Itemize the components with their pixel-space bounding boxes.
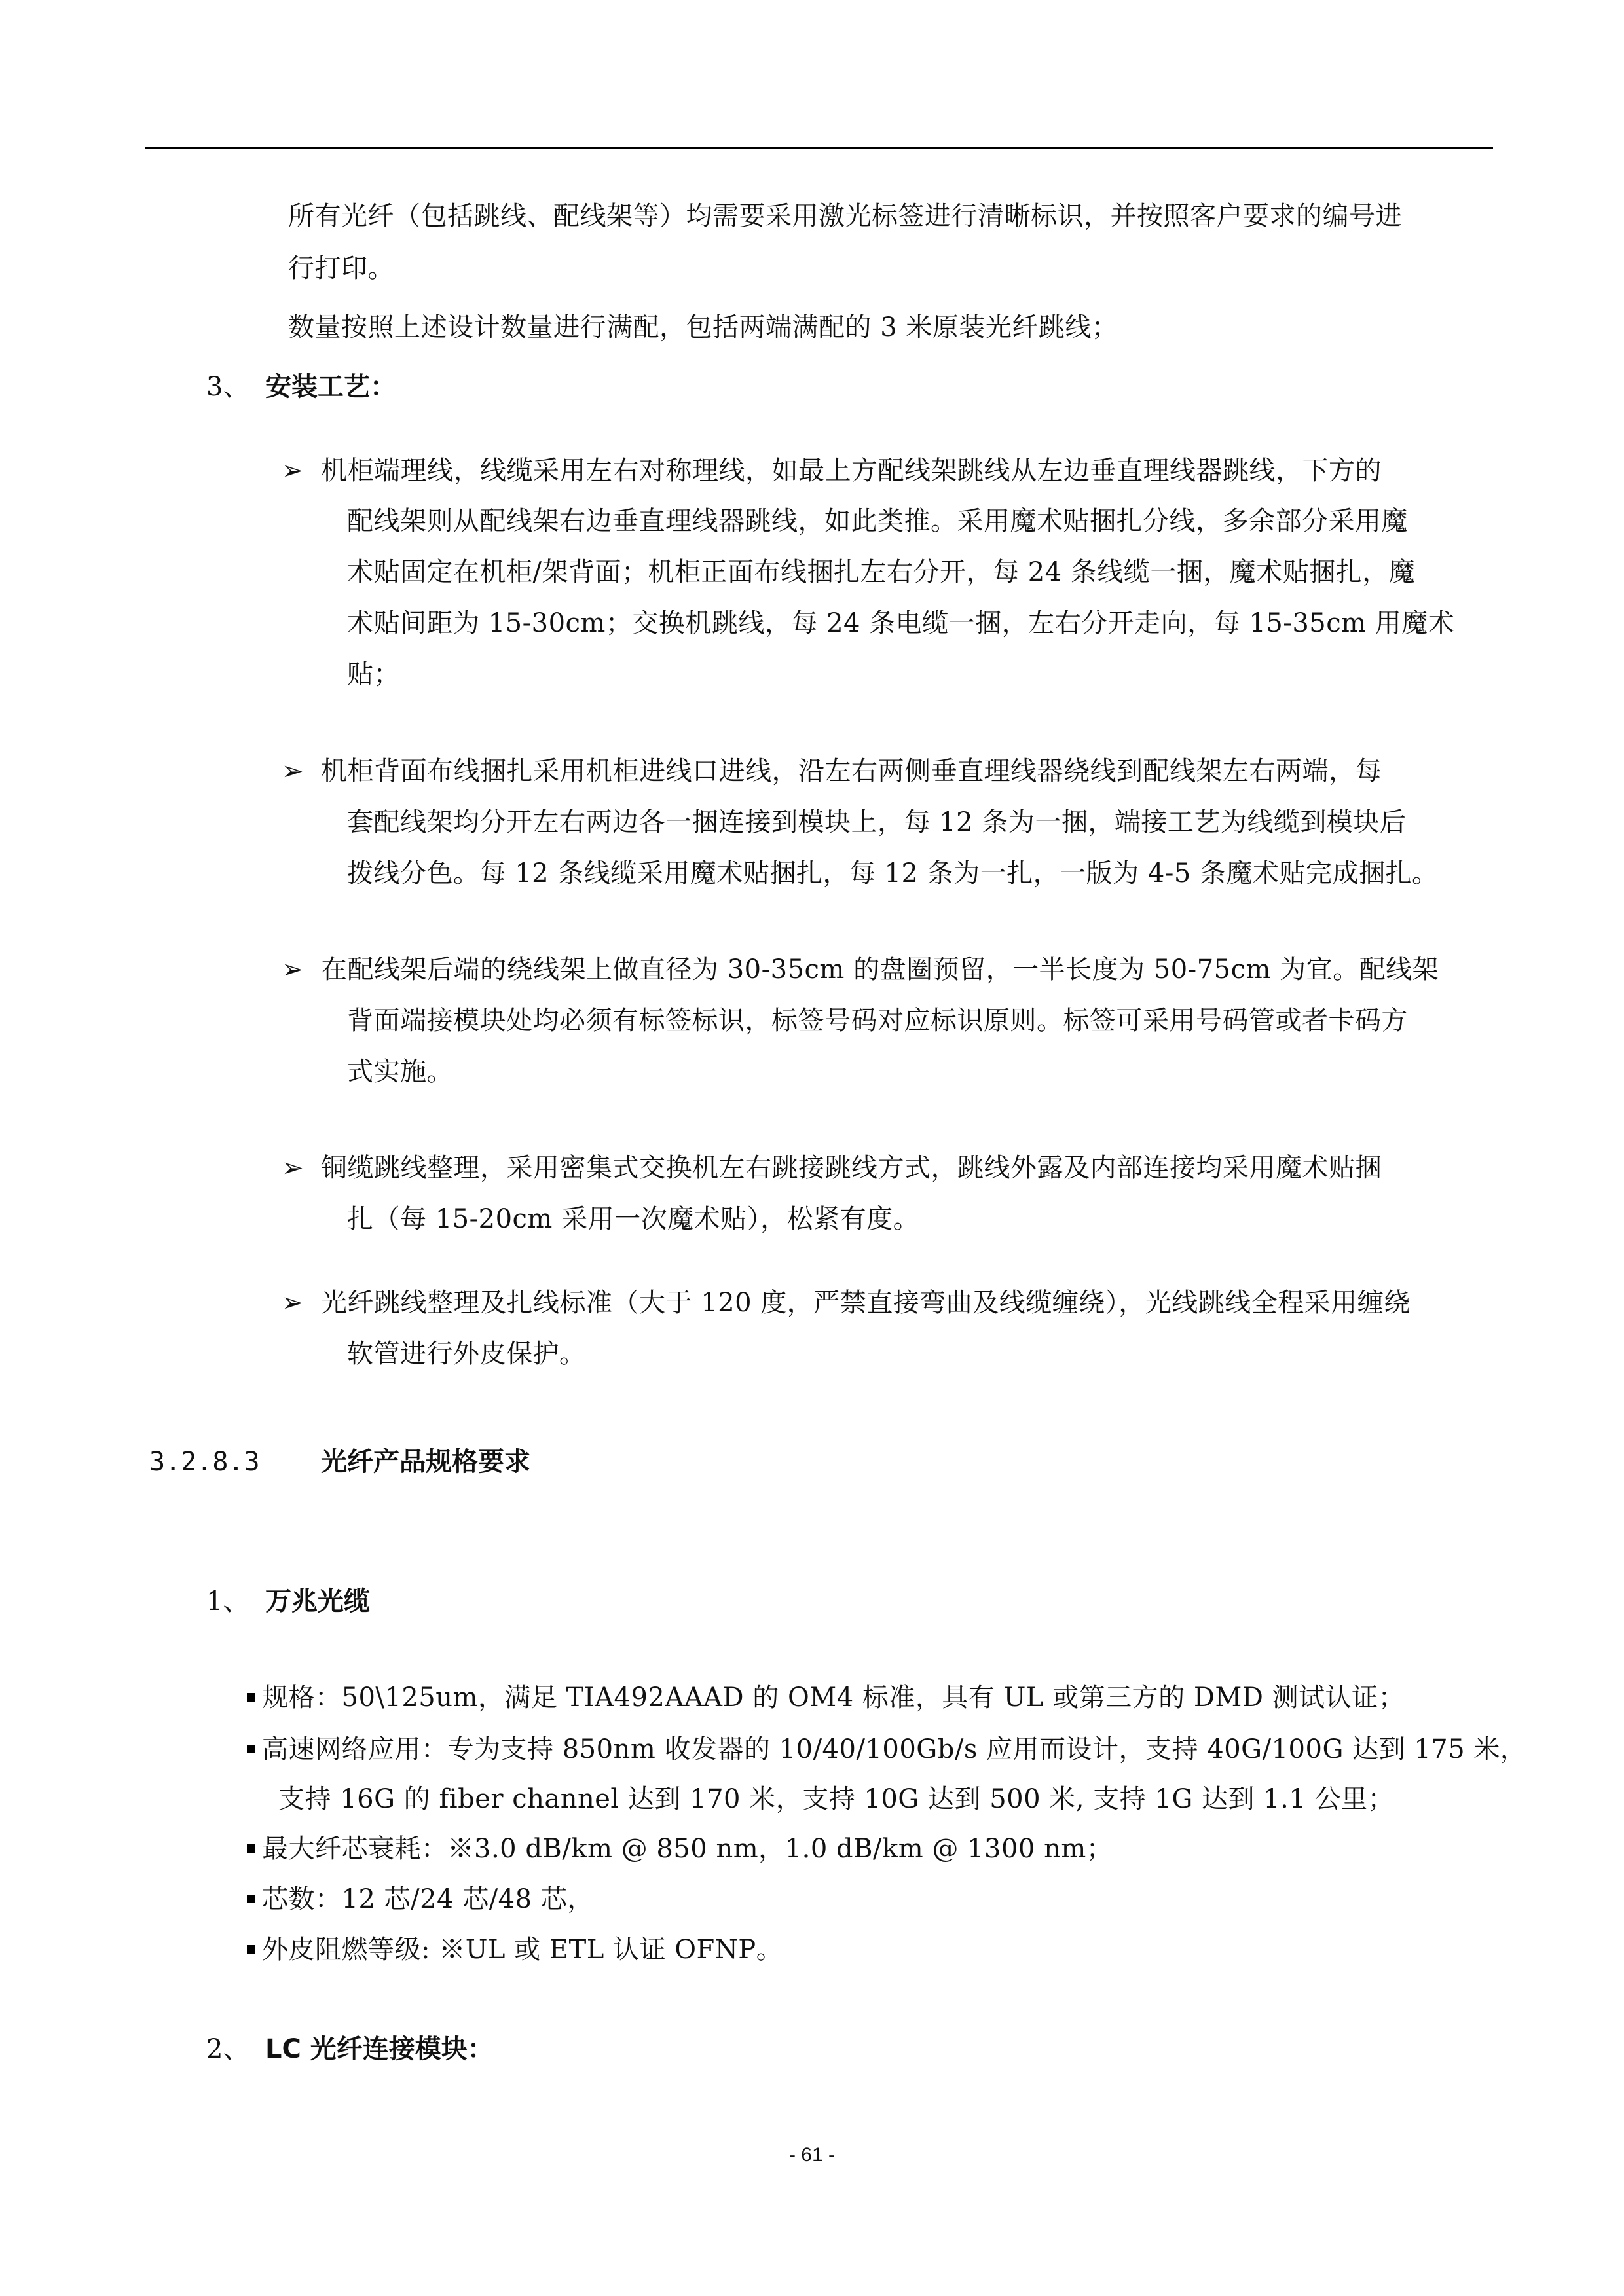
- bullet-line: 贴；: [347, 659, 400, 689]
- bullet-line: 配线架则从配线架右边垂直理线器跳线，如此类推。采用魔术贴捆扎分线，多余部分采用魔: [347, 506, 1408, 536]
- square-bullet-icon: [247, 1693, 255, 1702]
- page-number: - 61 -: [788, 2144, 836, 2166]
- spec-line: 支持 16G 的 fiber channel 达到 170 米，支持 10G 达到 500 米, 支持 1G 达到 1.1 公里；: [278, 1784, 1395, 1814]
- arrow-bullet-icon: ➢: [282, 955, 304, 985]
- bullet-line: 术贴间距为 15-30cm；交换机跳线，每 24 条电缆一捆，左右分开走向，每 15-35cm 用魔术: [347, 608, 1455, 638]
- bullet-line: 铜缆跳线整理，采用密集式交换机左右跳接跳线方式，跳线外露及内部连接均采用魔术贴捆: [321, 1153, 1382, 1183]
- bullet-line: 机柜背面布线捆扎采用机柜进线口进线，沿左右两侧垂直理线器绕线到配线架左右两端，每: [321, 756, 1382, 786]
- square-bullet-icon: [247, 1945, 255, 1954]
- subsection-title: LC 光纤连接模块：: [265, 2034, 494, 2064]
- section-title: 安装工艺：: [265, 372, 396, 402]
- bullet-line: 软管进行外皮保护。: [347, 1339, 586, 1369]
- paragraph-line: 所有光纤（包括跳线、配线架等）均需要采用激光标签进行清晰标识，并按照客户要求的编号进: [288, 201, 1402, 231]
- bullet-line: 式实施。: [347, 1057, 453, 1087]
- spec-line: 规格：50\125um，满足 TIA492AAAD 的 OM4 标准，具有 UL 或第三方的 DMD 测试认证；: [262, 1683, 1405, 1713]
- bullet-line: 术贴固定在机柜/架背面；机柜正面布线捆扎左右分开，每 24 条线缆一捆，魔术贴捆扎，魔: [347, 557, 1416, 587]
- list-number: 2、: [206, 2034, 249, 2064]
- spec-line: 外皮阻燃等级: ※UL 或 ETL 认证 OFNP。: [262, 1935, 783, 1965]
- paragraph-line: 数量按照上述设计数量进行满配，包括两端满配的 3 米原装光纤跳线；: [288, 312, 1118, 342]
- square-bullet-icon: [247, 1745, 255, 1753]
- square-bullet-icon: [247, 1895, 255, 1903]
- paragraph-line: 行打印。: [288, 253, 394, 283]
- arrow-bullet-icon: ➢: [282, 1153, 304, 1183]
- header-rule: [145, 147, 1493, 149]
- heading-number: 3.2.8.3: [149, 1447, 260, 1477]
- spec-line: 高速网络应用：专为支持 850nm 收发器的 10/40/100Gb/s 应用而设计，支持 40G/100G 达到 175 米，: [262, 1734, 1527, 1764]
- heading-title: 光纤产品规格要求: [321, 1447, 530, 1477]
- bullet-line: 拨线分色。每 12 条线缆采用魔术贴捆扎，每 12 条为一扎，一版为 4-5 条魔术贴完成捆扎。: [347, 858, 1439, 888]
- bullet-line: 套配线架均分开左右两边各一捆连接到模块上，每 12 条为一捆，端接工艺为线缆到模块后: [347, 807, 1407, 837]
- spec-line: 最大纤芯衰耗：※3.0 dB/km @ 850 nm，1.0 dB/km @ 1300 nm；: [262, 1834, 1113, 1864]
- arrow-bullet-icon: ➢: [282, 756, 304, 786]
- bullet-line: 机柜端理线，线缆采用左右对称理线，如最上方配线架跳线从左边垂直理线器跳线，下方的: [321, 456, 1382, 486]
- bullet-line: 在配线架后端的绕线架上做直径为 30-35cm 的盘圈预留，一半长度为 50-75cm 为宜。配线架: [321, 955, 1439, 985]
- arrow-bullet-icon: ➢: [282, 456, 304, 486]
- subsection-title: 万兆光缆: [265, 1586, 370, 1616]
- bullet-line: 扎（每 15-20cm 采用一次魔术贴），松紧有度。: [347, 1204, 920, 1234]
- bullet-line: 光纤跳线整理及扎线标准（大于 120 度，严禁直接弯曲及线缆缠绕），光线跳线全程采用缠绕: [321, 1288, 1411, 1318]
- square-bullet-icon: [247, 1844, 255, 1853]
- list-number: 1、: [206, 1586, 249, 1616]
- spec-line: 芯数：12 芯/24 芯/48 芯，: [262, 1884, 594, 1914]
- bullet-line: 背面端接模块处均必须有标签标识，标签号码对应标识原则。标签可采用号码管或者卡码方: [347, 1006, 1408, 1036]
- list-number: 3、: [206, 372, 249, 402]
- arrow-bullet-icon: ➢: [282, 1288, 304, 1318]
